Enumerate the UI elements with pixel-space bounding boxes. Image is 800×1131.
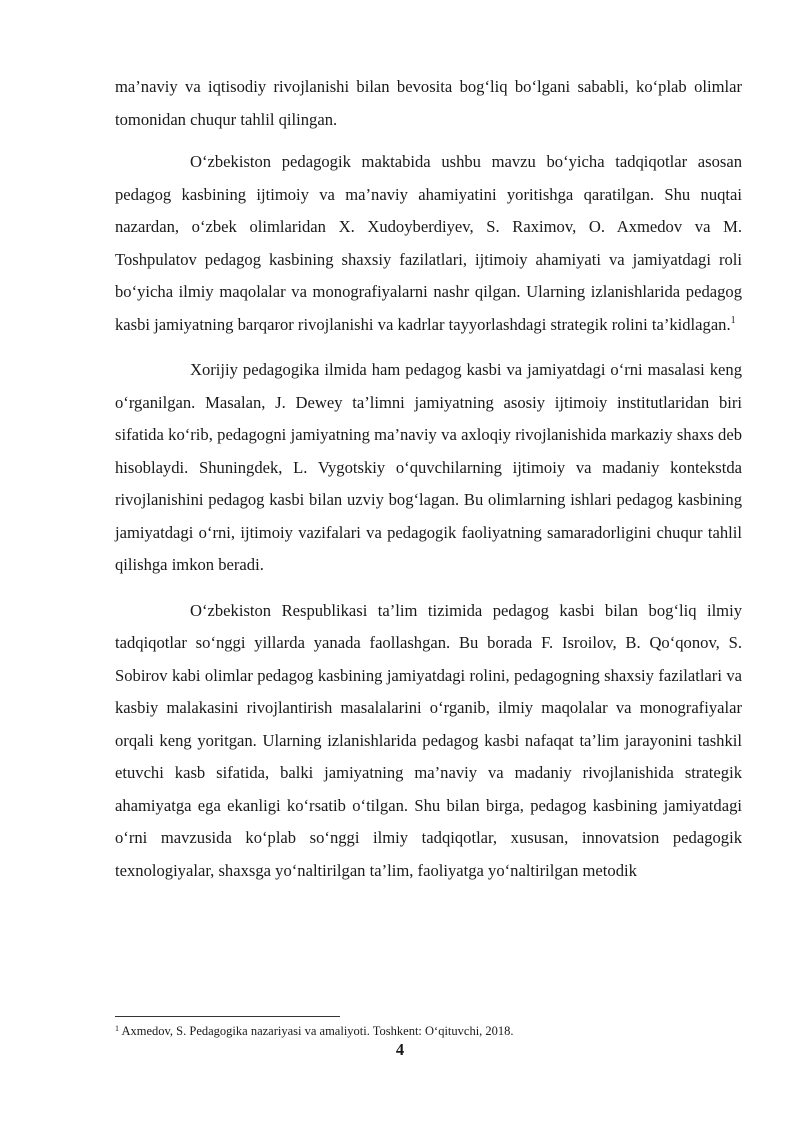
paragraph-continuation [115,71,742,136]
paragraph-text: Xorijiy pedagogika ilmida ham pedagog kasbi va jamiyatdagi o‘rni masalasi keng o‘rganilgan. Masalan, J. Dewey ta’limni jamiyatning asosiy ijtimoiy institutlaridan biri sifatida ko‘rib, pedagogni jamiyatning ma’naviy va axloqiy rivojlanishida markaziy shaxs deb hisoblaydi. Shuningdek, L. Vygotskiy o‘quvchilarning ijtimoiy va madaniy kontekstda rivojlanishini pedagog kasbi bilan uzviy bog‘lagan. Bu olimlarning ishlari pedagog kasbining jamiyatdagi o‘rni, ijtimoiy vazifalari va pedagogik faoliyatning samaradorligini chuqur tahlil qilishga imkon beradi. [115,360,742,574]
footnote-reference[interactable]: 1 [730,314,736,326]
paragraph-text: O‘zbekiston Respublikasi ta’lim tizimida pedagog kasbi bilan bog‘liq ilmiy tadqiqotlar so‘nggi yillarda yanada faollashgan. Bu borada F. Isroilov, B. Qo‘qonov, S. Sobirov kabi olimlar pedagog kasbining jamiyatdagi rolini, pedagogning shaxsiy fazilatlari va kasbiy malakasini rivojlantirish masalalarini o‘rganib, ilmiy maqolalar va monografiyalar orqali keng yoritgan. Ularning izlanishlarida pedagog kasbi nafaqat ta’lim jarayonini tashkil etuvchi kasb sifatida, balki jamiyatning ma’naviy va madaniy rivojlanishida strategik ahamiyatga ega ekanligi ko‘rsatib o‘tilgan. Shu bilan birga, pedagog kasbining jamiyatdagi o‘rni mavzusida ko‘plab so‘nggi ilmiy tadqiqotlar, xususan, innovatsion pedagogik texnologiyalar, shaxsga yo‘naltirilgan ta’lim, faoliyatga yo‘naltirilgan metodik [115,600,742,880]
paragraph-foreign-pedagogy [115,354,742,582]
footnote-separator [115,1016,340,1017]
page-body [115,71,742,900]
paragraph-text: O‘zbekiston pedagogik maktabida ushbu mavzu bo‘yicha tadqiqotlar asosan pedagog kasbining ijtimoiy va ma’naviy ahamiyatini yoritishga qaratilgan. Shu nuqtai nazardan, o‘zbek olimlaridan X. Xudoyberdiyev, S. Raximov, O. Axmedov va M. Toshpulatov pedagog kasbining shaxsiy fazilatlari, ijtimoiy ahamiyati va jamiyatdagi roli bo‘yicha ilmiy maqolalar va monografiyalarni nashr qilgan. Ularning izlanishlarida pedagog kasbi jamiyatning barqaror rivojlanishi va kadrlar tayyorlashdagi strategik rolini ta’kidlagan. [115,152,742,334]
paragraph-uzbek-school [115,146,742,341]
footnote [115,1023,742,1039]
paragraph-uzbek-republic [115,595,742,888]
footnote-marker: 1 [115,1024,119,1033]
page-number: 4 [395,1040,405,1059]
paragraph-text: ma’naviy va iqtisodiy rivojlanishi bilan bevosita bog‘liq bo‘lgani sababli, ko‘plab olimlar tomonidan chuqur tahlil qilingan. [115,77,742,129]
footnote-text: Axmedov, S. Pedagogika nazariyasi va amaliyoti. Toshkent: O‘qituvchi, 2018. [121,1024,514,1038]
